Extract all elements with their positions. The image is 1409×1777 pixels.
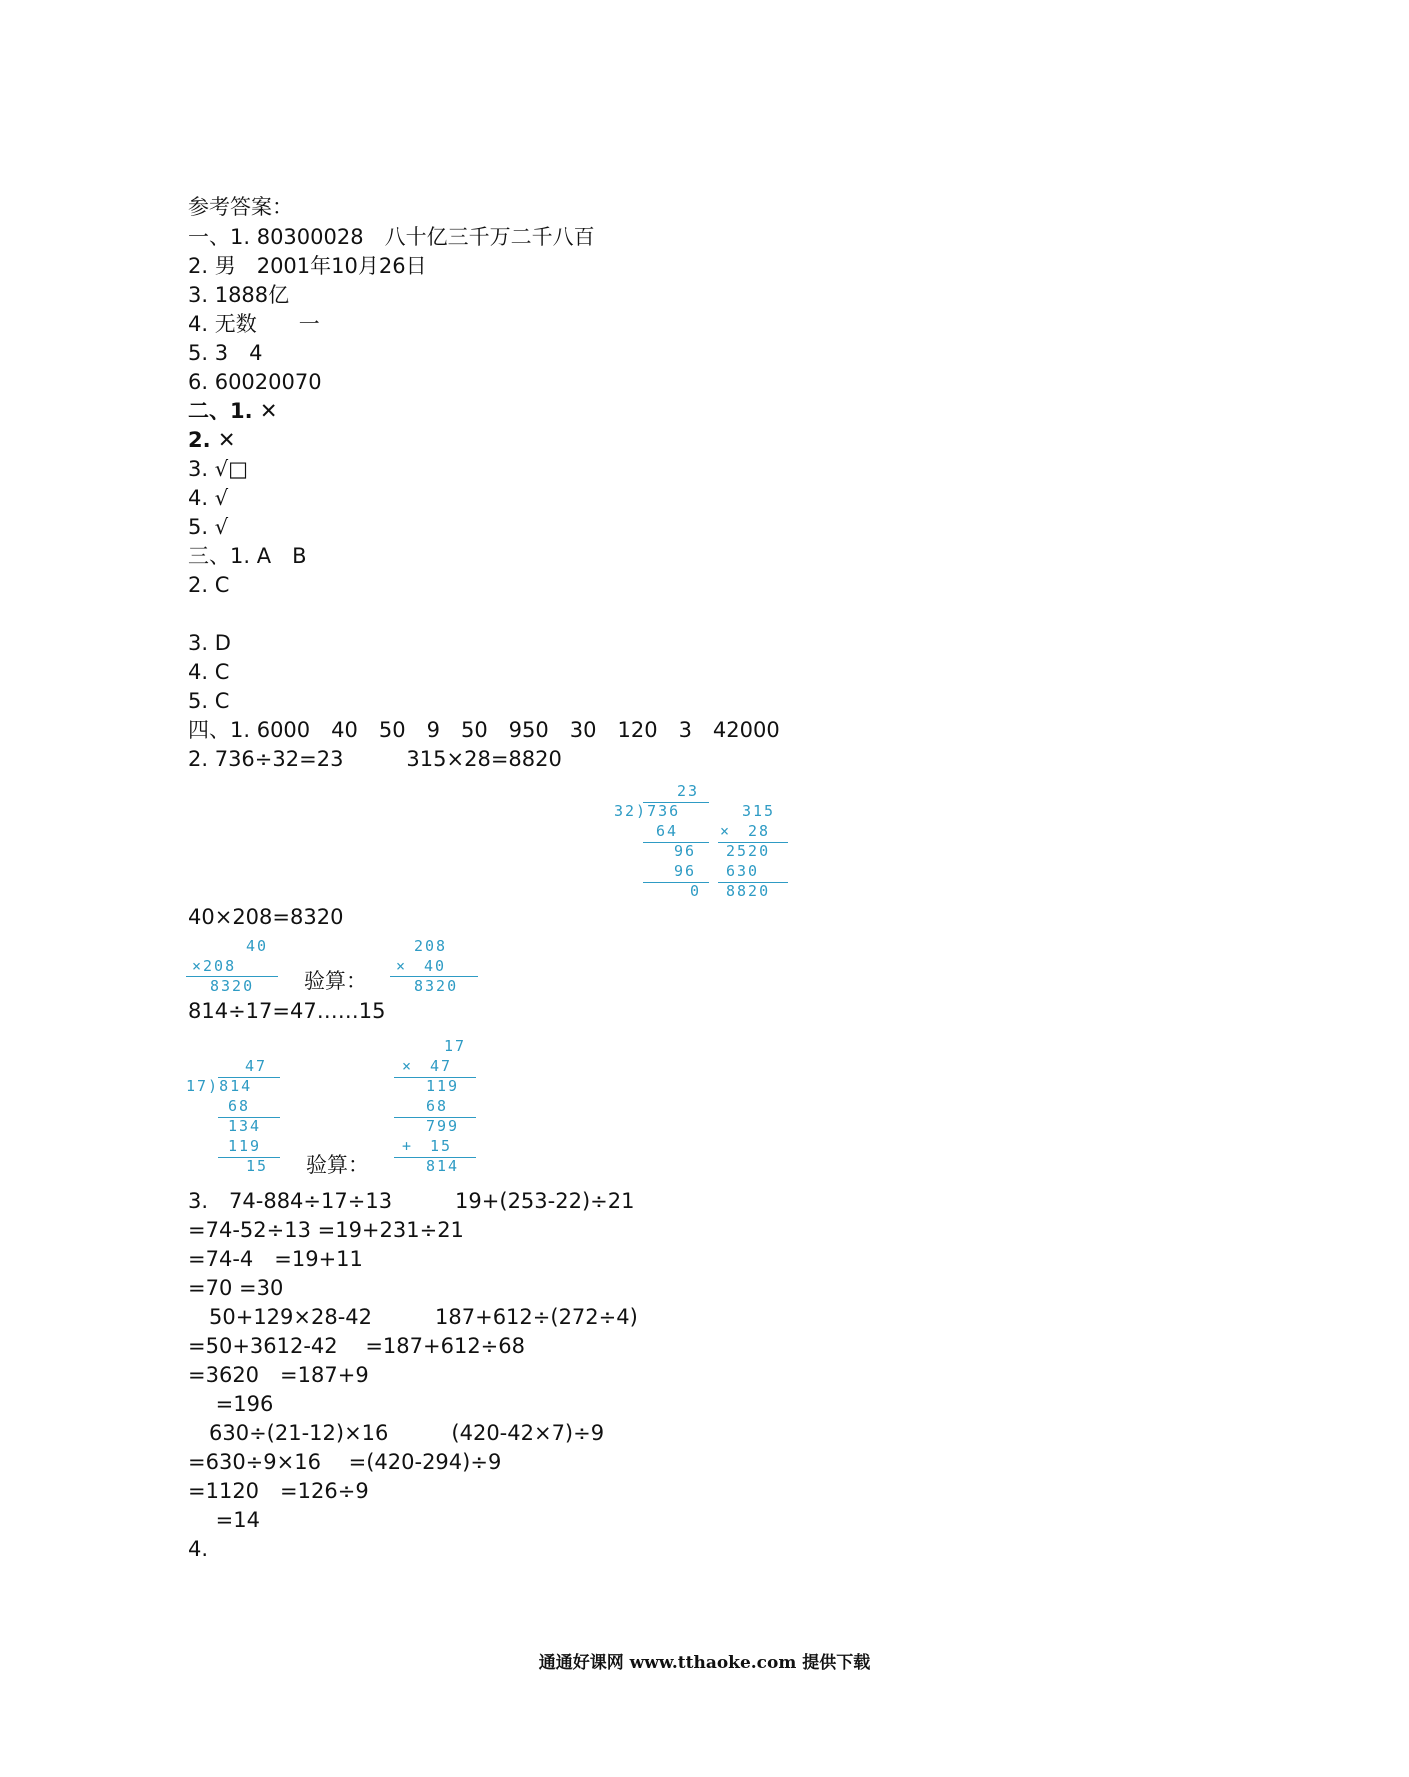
multiplication-partial: + 15 xyxy=(402,1137,453,1155)
division-step: 96 xyxy=(674,862,697,880)
multiplication-partial: 2520 xyxy=(726,842,771,860)
answer-line: 四、1. 6000 40 50 9 50 950 30 120 3 42000 xyxy=(188,718,780,742)
check-label: 验算： xyxy=(306,1153,369,1177)
multiplication-operand: 208 xyxy=(414,937,448,955)
multiplication-result: 814 xyxy=(426,1157,460,1175)
multiplication-operand: 40 xyxy=(246,937,269,955)
answer-line: =50+3612-42 =187+612÷68 xyxy=(188,1334,526,1358)
answer-line: 2. ✕ xyxy=(188,428,236,452)
division-quotient: 47 xyxy=(245,1057,268,1075)
multiplication-operand: ×208 xyxy=(192,957,237,975)
answer-line: 4. xyxy=(188,1537,209,1561)
division-setup: 32)736 xyxy=(614,802,681,820)
answer-line: 3. D xyxy=(188,631,231,655)
division-quotient: 23 xyxy=(677,782,700,800)
multiplication-partial: 799 xyxy=(426,1117,460,1135)
answer-line: 3. √□ xyxy=(188,457,248,481)
answer-heading: 参考答案： xyxy=(188,195,293,219)
multiplication-result: 8320 xyxy=(414,977,459,995)
footer-source: 通通好课网 www.tthaoke.com 提供下载 xyxy=(538,1653,871,1673)
division-remainder: 0 xyxy=(690,882,702,900)
answer-line: 一、1. 80300028 八十亿三千万二千八百 xyxy=(188,225,595,249)
multiplication-partial: 630 xyxy=(726,862,760,880)
division-step: 96 xyxy=(674,842,697,860)
multiplication-result: 8820 xyxy=(726,882,771,900)
division-step: 119 xyxy=(228,1137,262,1155)
answer-line: 4. 无数 一 xyxy=(188,312,320,336)
answer-line: 5. 3 4 xyxy=(188,341,263,365)
answer-line: =196 xyxy=(188,1392,274,1416)
multiplication-partial: 68 xyxy=(426,1097,449,1115)
answer-line: 5. C xyxy=(188,689,230,713)
multiplication-operand: × 28 xyxy=(720,822,771,840)
answer-line: =74-52÷13 =19+231÷21 xyxy=(188,1218,464,1242)
answer-line: =630÷9×16 =(420-294)÷9 xyxy=(188,1450,502,1474)
answer-line: =70 =30 xyxy=(188,1276,284,1300)
answer-line: 3. 74-884÷17÷13 19+(253-22)÷21 xyxy=(188,1189,635,1213)
answer-line: 2. 736÷32=23 315×28=8820 xyxy=(188,747,562,771)
answer-line: 4. C xyxy=(188,660,230,684)
multiplication-result: 8320 xyxy=(210,977,255,995)
answer-line: 二、1. ✕ xyxy=(188,399,278,423)
multiplication-operand: 17 xyxy=(444,1037,467,1055)
answer-line: =3620 =187+9 xyxy=(188,1363,369,1387)
multiplication-operand: × 40 xyxy=(396,957,447,975)
answer-line: 814÷17=47……15 xyxy=(188,999,386,1023)
multiplication-partial: 119 xyxy=(426,1077,460,1095)
answer-line: 6. 60020070 xyxy=(188,370,322,394)
answer-line: 4. √ xyxy=(188,486,229,510)
multiplication-operand: × 47 xyxy=(402,1057,453,1075)
division-setup: 17)814 xyxy=(186,1077,253,1095)
answer-line: 三、1. A B xyxy=(188,544,307,568)
answer-line: 630÷(21-12)×16 (420-42×7)÷9 xyxy=(188,1421,605,1445)
answer-line: 2. 男 2001年10月26日 xyxy=(188,254,427,278)
division-step: 134 xyxy=(228,1117,262,1135)
answer-line: 3. 1888亿 xyxy=(188,283,290,307)
answer-line: =74-4 =19+11 xyxy=(188,1247,363,1271)
answer-line: =1120 =126÷9 xyxy=(188,1479,369,1503)
answer-line: 40×208=8320 xyxy=(188,905,344,929)
answer-line: 2. C xyxy=(188,573,230,597)
answer-line: =14 xyxy=(188,1508,260,1532)
division-step: 68 xyxy=(228,1097,251,1115)
check-label: 验算： xyxy=(304,969,367,993)
multiplication-operand: 315 xyxy=(742,802,776,820)
division-step: 64 xyxy=(656,822,679,840)
answer-line: 50+129×28-42 187+612÷(272÷4) xyxy=(188,1305,638,1329)
answer-line: 5. √ xyxy=(188,515,229,539)
division-remainder: 15 xyxy=(246,1157,269,1175)
